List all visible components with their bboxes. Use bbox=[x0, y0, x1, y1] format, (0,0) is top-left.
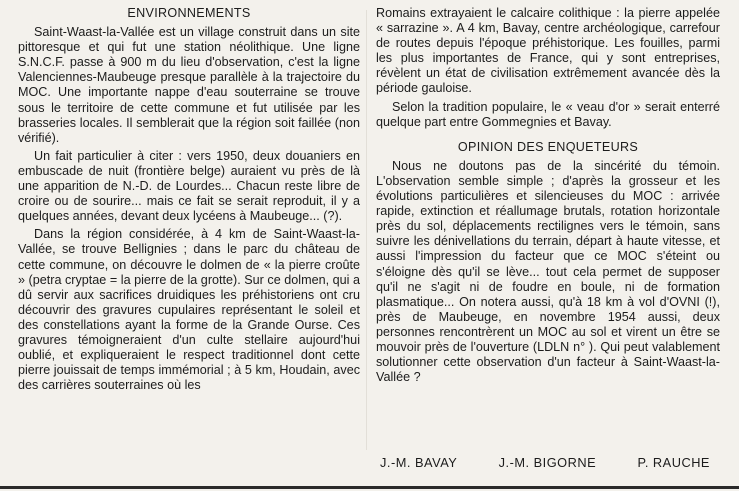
section-heading-opinion: OPINION DES ENQUETEURS bbox=[457, 139, 639, 154]
signature-name: J.-M. BIGORNE bbox=[498, 455, 597, 470]
section-heading-environnements: ENVIRONNEMENTS bbox=[127, 6, 251, 20]
paragraph: Dans la région considérée, à 4 km de Saint-Waast-la-Vallée, se trouve Bellignies ; dans le parc du château de cette commune, on découvre le dolmen de « la pierre croûte » (petra cryptae = la pierre de la grotte). Sur ce dolmen, qui a dû servir aux sacrifices druidiques les préhistoriens ont cru découvrir des gravures cupulaires représentant le soleil et des constellations ayant la forme de la Grande Ourse. Ces gravures témoigneraient d'un culte stellaire aujourd'hui oublié, et expliqueraient le respect traditionnel dont cette pierre jouissait de temps immémorial ; à 5 km, Houdain, avec des carrières souterraines où les bbox=[18, 227, 360, 393]
left-column bbox=[18, 6, 360, 396]
paragraph: Nous ne doutons pas de la sincérité du témoin. L'observation semble simple ; d'après la grosseur et les évolutions particulières et silencieuses du MOC : arrivée rapide, extinction et réallumage brutals, rotation horizontale près du sol, déplacements rectilignes vers le témoin, sans suivre les dénivellations du terrain, départ à haute vitesse, et aussi l'impression du facteur que ce MOC s'éteint ou s'éloigne dès qu'il se lève... tout cela permet de supposer qu'il ne s'agit ni de foudre en boule, ni de formation plasmatique... On notera aussi, qu'à 18 km à vol d'OVNI (!), près de Maubeuge, en novembre 1954 aussi, deux personnes rencontrèrent un MOC au sol et virent un être se mouvoir près de l'ouverture (LDLN n° ). Qui peut valablement solutionner cette observation d'un facteur à Saint-Waast-la-Vallée ? bbox=[376, 158, 720, 385]
paragraph: Saint-Waast-la-Vallée est un village construit dans un site pittoresque et qui fut une station néolithique. Une ligne S.N.C.F. passe à 900 m du lieu d'observation, c'est la ligne Valenciennes-Maubeuge presque parallèle à la trajectoire du MOC. Une importante nappe d'eau souterraine se trouve sous le territoire de cette commune et fut utilisée par les brasseries locales. Il semblerait que la région soit faillée (non vérifié). bbox=[18, 25, 360, 145]
right-column bbox=[376, 6, 720, 388]
bottom-rule bbox=[0, 486, 739, 489]
paragraph: Romains extrayaient le calcaire colithique : la pierre appelée « sarrazine ». A 4 km, Bavay, centre archéologique, carrefour de routes depuis l'époque préhistorique. Les fouilles, parmi les plus importantes de France, qui y sont entreprises, révèlent un état de civilisation extrêmement avancée dès la période gauloise. bbox=[376, 6, 720, 96]
column-gutter bbox=[366, 10, 367, 450]
signatures bbox=[380, 455, 710, 470]
signature-name: P. RAUCHE bbox=[637, 455, 710, 470]
signature-name: J.-M. BAVAY bbox=[380, 455, 458, 470]
paragraph: Selon la tradition populaire, le « veau d'or » serait enterré quelque part entre Gommegnies et Bavay. bbox=[376, 99, 720, 129]
paragraph: Un fait particulier à citer : vers 1950, deux douaniers en embuscade de nuit (frontière belge) auraient vu près de là une apparition de N.-D. de Lourdes... Chacun reste libre de croire ou de sourire... mais ce fait se serait reproduit, il y a quelques années, devant deux lycéens à Maubeuge... (?). bbox=[18, 148, 360, 224]
